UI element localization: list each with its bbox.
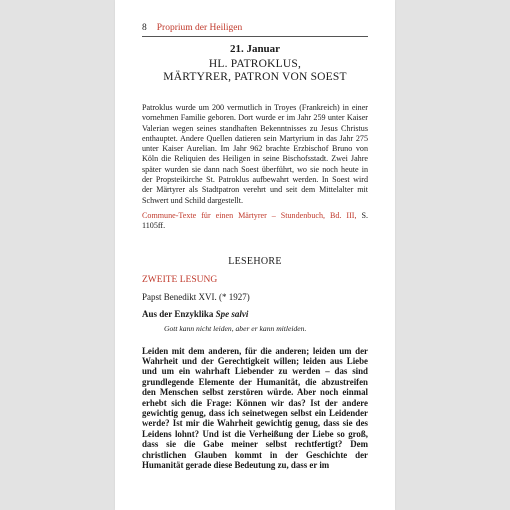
reading-source-prefix: Aus der Enzyklika	[142, 308, 214, 319]
commune-reference-red: Commune-Texte für einen Märtyrer – Stundenbuch, Bd. III,	[142, 210, 357, 220]
feast-title-line2: MÄRTYRER, PATRON VON SOEST	[163, 70, 347, 83]
commune-reference	[142, 211, 368, 232]
running-head	[142, 22, 368, 37]
page-number: 8	[142, 23, 147, 33]
reading-source-title: Spe salvi	[215, 308, 249, 319]
section-title: Proprium der Heiligen	[156, 23, 243, 33]
feast-date: 21. Januar	[229, 43, 281, 55]
zweite-lesung-heading: ZWEITE LESUNG	[142, 274, 218, 285]
book-page	[115, 0, 395, 510]
feast-title	[142, 58, 368, 83]
reading-text: Leiden mit dem anderen, für die anderen; leiden um der Wahrheit und der Gerechtigkeit willen; leiden aus Liebe und um ein wahrhaft Liebender zu werden – das sind grundlegende Elemente der Humanität, die abzustreifen den Menschen selbst zerstören würde. Aber noch einmal erhebt sich die Frage: Können wir das? Ist der andere gewichtig genug, dass ich seinetwegen selbst ein Leidender werde? Ist mir die Wahrheit gewichtig genug, dass sie des Leidens lohnt? Und ist die Verheißung der Liebe so groß, dass sie die Gabe meiner selbst rechtfertigt? Dem christlichen Glauben kommt in der Geschichte der Humanität gerade diese Bedeutung zu, dass er im	[142, 345, 368, 471]
reading-author: Papst Benedikt XVI. (* 1927)	[142, 291, 250, 302]
reading-motto: Gott kann nicht leiden, aber er kann mitleiden.	[164, 323, 307, 333]
commune-reference-page: S. 1105ff.	[142, 210, 368, 231]
reading-source	[142, 309, 368, 319]
lesehore-heading: LESEHORE	[228, 255, 282, 267]
page-content	[142, 42, 368, 470]
feast-title-line1: HL. PATROKLUS,	[208, 58, 302, 70]
biography-paragraph: Patroklus wurde um 200 vermutlich in Troyes (Frankreich) in einer vornehmen Familie geboren. Dort wurde er im Jahr 259 unter Kaiser Valerian wegen seines standhaften Bekenntnisses zu Jesus Christus enthauptet. Andere Quellen datieren sein Martyrium in das Jahr 275 unter Kaiser Aurelian. Im Jahr 962 brachte Erzbischof Bruno von Köln die Reliquien des Heiligen in seine Bischofsstadt. Zwei Jahre später wurden sie dann nach Soest überführt, wo sie noch heute in der Propsteikirche St. Patroklus aufbewahrt werden. In Soest wird der Märtyrer als Stadtpatron verehrt und seit dem Mittelalter mit Schwert und Schild dargestellt.	[142, 103, 368, 205]
